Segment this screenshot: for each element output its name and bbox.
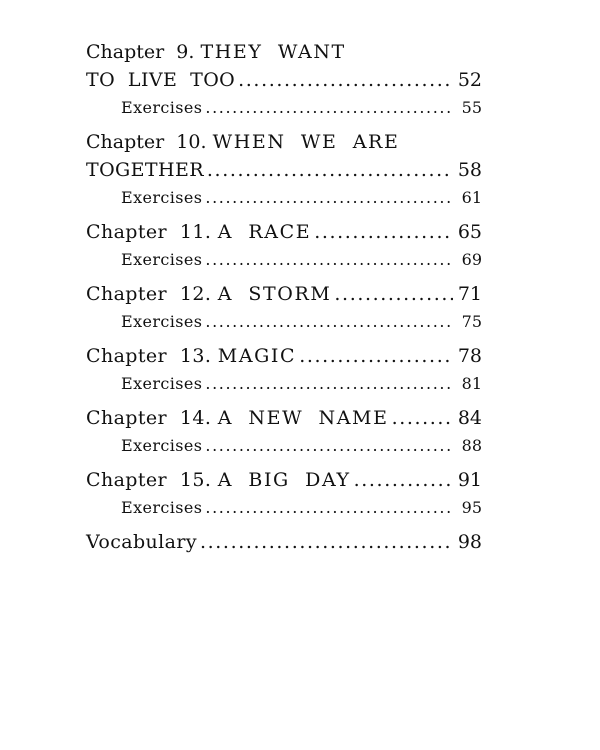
- chapter-15-prefix: Chapter 15.: [86, 469, 212, 491]
- chapter-13-entry[interactable]: [86, 342, 482, 370]
- chapter-10-title-line1: WHEN WE ARE: [212, 131, 400, 153]
- chapter-13-exercises-page: 81: [461, 374, 482, 393]
- chapter-10-title-line2: TOGETHER: [86, 159, 204, 181]
- exercises-label: Exercises: [121, 98, 203, 117]
- chapter-13-title: MAGIC: [217, 345, 297, 367]
- leader-dots: [200, 528, 453, 556]
- chapter-14-exercises[interactable]: [86, 432, 482, 460]
- chapter-12-page: 71: [457, 283, 482, 305]
- chapter-9-exercises[interactable]: [86, 94, 482, 122]
- vocabulary-page: 98: [457, 531, 482, 553]
- chapter-10-heading: [86, 128, 482, 156]
- leader-dots: [205, 370, 453, 398]
- chapter-15-exercises[interactable]: [86, 494, 482, 522]
- chapter-15-page: 91: [457, 469, 482, 491]
- chapter-10-exercises-page: 61: [461, 188, 482, 207]
- chapter-9-page: 52: [457, 69, 482, 91]
- chapter-9-entry[interactable]: [86, 66, 482, 94]
- chapter-15-exercises-page: 95: [461, 498, 482, 517]
- chapter-12-prefix: Chapter 12.: [86, 283, 212, 305]
- chapter-12-title: A STORM: [217, 283, 332, 305]
- chapter-14-entry[interactable]: [86, 404, 482, 432]
- chapter-11-prefix: Chapter 11.: [86, 221, 212, 243]
- chapter-11-entry[interactable]: [86, 218, 482, 246]
- chapter-9-prefix: Chapter 9.: [86, 41, 195, 63]
- leader-dots: [207, 156, 453, 184]
- chapter-13-label: [86, 342, 296, 370]
- leader-dots: [205, 94, 453, 122]
- chapter-14-page: 84: [457, 407, 482, 429]
- leader-dots: [314, 218, 453, 246]
- chapter-11-exercises[interactable]: [86, 246, 482, 274]
- chapter-12-entry[interactable]: [86, 280, 482, 308]
- leader-dots: [205, 184, 453, 212]
- chapter-10-prefix: Chapter 10.: [86, 131, 207, 153]
- leader-dots: [392, 404, 453, 432]
- vocabulary-entry[interactable]: [86, 528, 482, 556]
- chapter-14-prefix: Chapter 14.: [86, 407, 212, 429]
- exercises-label: Exercises: [121, 188, 203, 207]
- chapter-12-exercises-page: 75: [461, 312, 482, 331]
- chapter-11-exercises-page: 69: [461, 250, 482, 269]
- chapter-14-exercises-page: 88: [461, 436, 482, 455]
- chapter-11-label: [86, 218, 311, 246]
- chapter-9-title-line2: TO LIVE TOO: [86, 69, 236, 91]
- leader-dots: [238, 66, 453, 94]
- exercises-label: Exercises: [121, 436, 203, 455]
- exercises-label: Exercises: [121, 498, 203, 517]
- leader-dots: [205, 246, 453, 274]
- chapter-11-page: 65: [457, 221, 482, 243]
- chapter-13-exercises[interactable]: [86, 370, 482, 398]
- chapter-11-title: A RACE: [217, 221, 312, 243]
- leader-dots: [299, 342, 453, 370]
- exercises-label: Exercises: [121, 312, 203, 331]
- chapter-15-label: [86, 466, 351, 494]
- chapter-15-entry[interactable]: [86, 466, 482, 494]
- chapter-9-title-line1: THEY WANT: [200, 41, 346, 63]
- table-of-contents: [86, 38, 482, 556]
- chapter-10-entry[interactable]: [86, 156, 482, 184]
- chapter-15-title: A BIG DAY: [217, 469, 351, 491]
- chapter-12-exercises[interactable]: [86, 308, 482, 336]
- leader-dots: [205, 432, 453, 460]
- chapter-13-page: 78: [457, 345, 482, 367]
- leader-dots: [205, 308, 453, 336]
- exercises-label: Exercises: [121, 374, 203, 393]
- chapter-9-heading: [86, 38, 482, 66]
- chapter-10-page: 58: [457, 159, 482, 181]
- chapter-9-exercises-page: 55: [461, 98, 482, 117]
- leader-dots: [205, 494, 453, 522]
- exercises-label: Exercises: [121, 250, 203, 269]
- leader-dots: [334, 280, 453, 308]
- vocabulary-label: Vocabulary: [86, 531, 198, 553]
- chapter-12-label: [86, 280, 331, 308]
- chapter-13-prefix: Chapter 13.: [86, 345, 212, 367]
- leader-dots: [354, 466, 453, 494]
- chapter-10-exercises[interactable]: [86, 184, 482, 212]
- chapter-14-label: [86, 404, 389, 432]
- chapter-14-title: A NEW NAME: [217, 407, 389, 429]
